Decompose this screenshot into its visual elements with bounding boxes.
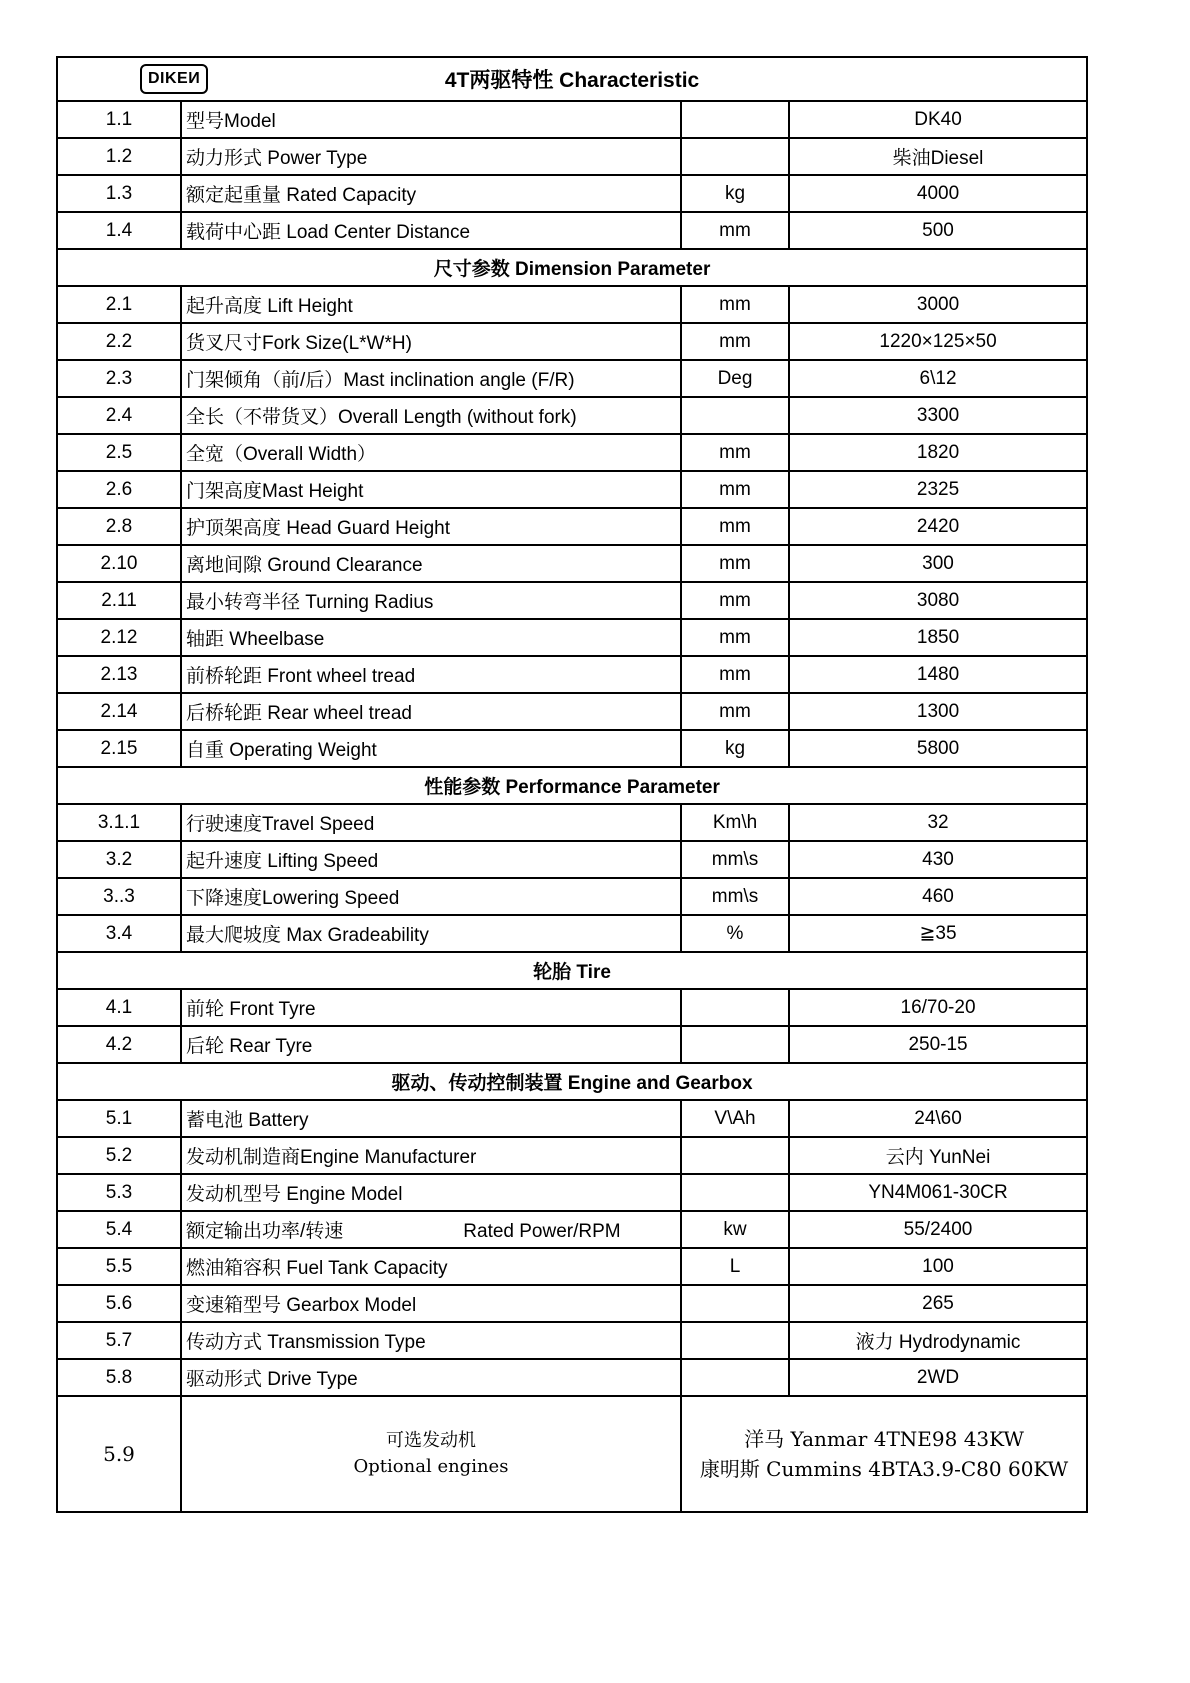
item-value: 1300	[789, 693, 1087, 730]
item-number: 4.1	[57, 989, 181, 1026]
item-number: 2.6	[57, 471, 181, 508]
item-description: 护顶架高度 Head Guard Height	[181, 508, 681, 545]
brand-logo: DIKEИ	[140, 64, 208, 94]
item-description-en: Rated Power/RPM	[463, 1221, 621, 1242]
item-number: 2.11	[57, 582, 181, 619]
spec-sheet	[56, 56, 1086, 1513]
spec-row	[57, 1174, 1087, 1211]
item-unit: mm	[681, 619, 789, 656]
spec-row	[57, 1322, 1087, 1359]
item-unit: mm	[681, 582, 789, 619]
spec-row	[57, 582, 1087, 619]
spec-row	[57, 656, 1087, 693]
item-number: 5.8	[57, 1359, 181, 1396]
section-header-row	[57, 1063, 1087, 1100]
item-value: 4000	[789, 175, 1087, 212]
item-value: YN4M061-30CR	[789, 1174, 1087, 1211]
item-number: 2.8	[57, 508, 181, 545]
sheet-title: 4T两驱特性 Characteristic	[444, 69, 700, 92]
item-unit: L	[681, 1248, 789, 1285]
item-description: 起升高度 Lift Height	[181, 286, 681, 323]
item-description: 燃油箱容积 Fuel Tank Capacity	[181, 1248, 681, 1285]
item-number: 1.2	[57, 138, 181, 175]
item-value: 55/2400	[789, 1211, 1087, 1248]
spec-row	[57, 619, 1087, 656]
item-value: 液力 Hydrodynamic	[789, 1322, 1087, 1359]
item-value: 430	[789, 841, 1087, 878]
item-unit	[681, 1137, 789, 1174]
spec-row	[57, 508, 1087, 545]
optional-label-cn: 可选发动机	[386, 1430, 476, 1451]
item-description: 载荷中心距 Load Center Distance	[181, 212, 681, 249]
optional-engine-1: 洋马 Yanmar 4TNE98 43KW	[744, 1427, 1024, 1451]
item-number: 4.2	[57, 1026, 181, 1063]
item-value: ≧35	[789, 915, 1087, 952]
item-value: 2420	[789, 508, 1087, 545]
item-value: 3000	[789, 286, 1087, 323]
item-unit: Deg	[681, 360, 789, 397]
item-unit: mm	[681, 434, 789, 471]
item-value: 100	[789, 1248, 1087, 1285]
item-unit: mm	[681, 212, 789, 249]
spec-row	[57, 878, 1087, 915]
item-unit: mm	[681, 286, 789, 323]
item-number: 2.10	[57, 545, 181, 582]
item-number: 2.14	[57, 693, 181, 730]
item-number: 3.2	[57, 841, 181, 878]
section-title: 性能参数 Performance Parameter	[57, 767, 1087, 804]
item-number: 1.4	[57, 212, 181, 249]
spec-row	[57, 1359, 1087, 1396]
item-value: 460	[789, 878, 1087, 915]
item-number: 5.1	[57, 1100, 181, 1137]
item-description: 前轮 Front Tyre	[181, 989, 681, 1026]
item-description: 驱动形式 Drive Type	[181, 1359, 681, 1396]
spec-row	[57, 545, 1087, 582]
spec-row	[57, 434, 1087, 471]
item-value: 云内 YunNei	[789, 1137, 1087, 1174]
item-unit: mm	[681, 545, 789, 582]
spec-table	[56, 56, 1088, 1513]
optional-engines-row	[57, 1396, 1087, 1512]
item-unit	[681, 1359, 789, 1396]
item-number: 1.1	[57, 101, 181, 138]
item-number: 3.4	[57, 915, 181, 952]
item-description: 门架倾角（前/后）Mast inclination angle (F/R)	[181, 360, 681, 397]
item-description: 起升速度 Lifting Speed	[181, 841, 681, 878]
item-description: 额定起重量 Rated Capacity	[181, 175, 681, 212]
item-description: 下降速度Lowering Speed	[181, 878, 681, 915]
item-value: 250-15	[789, 1026, 1087, 1063]
item-unit	[681, 989, 789, 1026]
item-unit	[681, 1026, 789, 1063]
spec-row	[57, 212, 1087, 249]
item-value: 3080	[789, 582, 1087, 619]
item-description: 发动机型号 Engine Model	[181, 1174, 681, 1211]
item-unit: mm	[681, 323, 789, 360]
item-description: 后桥轮距 Rear wheel tread	[181, 693, 681, 730]
item-number: 2.3	[57, 360, 181, 397]
spec-row	[57, 730, 1087, 767]
item-description: 传动方式 Transmission Type	[181, 1322, 681, 1359]
item-description: 全宽（Overall Width）	[181, 434, 681, 471]
spec-row	[57, 1285, 1087, 1322]
item-unit: mm\s	[681, 841, 789, 878]
item-description: 前桥轮距 Front wheel tread	[181, 656, 681, 693]
item-value: 1850	[789, 619, 1087, 656]
spec-row	[57, 397, 1087, 434]
item-description: 全长（不带货叉）Overall Length (without fork)	[181, 397, 681, 434]
optional-label-en: Optional engines	[353, 1456, 509, 1477]
title-cell	[57, 57, 1087, 101]
item-unit: Km\h	[681, 804, 789, 841]
item-number: 2.1	[57, 286, 181, 323]
item-value: 24\60	[789, 1100, 1087, 1137]
item-value: 265	[789, 1285, 1087, 1322]
item-description: 自重 Operating Weight	[181, 730, 681, 767]
section-title: 轮胎 Tire	[57, 952, 1087, 989]
item-value: 6\12	[789, 360, 1087, 397]
item-unit: V\Ah	[681, 1100, 789, 1137]
item-unit: kw	[681, 1211, 789, 1248]
item-number: 3.1.1	[57, 804, 181, 841]
spec-row	[57, 323, 1087, 360]
item-description	[181, 1211, 681, 1248]
spec-row	[57, 989, 1087, 1026]
item-number: 1.3	[57, 175, 181, 212]
item-description: 最大爬坡度 Max Gradeability	[181, 915, 681, 952]
item-number: 5.2	[57, 1137, 181, 1174]
section-header-row	[57, 767, 1087, 804]
item-value: 1480	[789, 656, 1087, 693]
item-value: 柴油Diesel	[789, 138, 1087, 175]
item-value: 1220×125×50	[789, 323, 1087, 360]
item-value: DK40	[789, 101, 1087, 138]
item-number: 3..3	[57, 878, 181, 915]
spec-row	[57, 693, 1087, 730]
item-value: 500	[789, 212, 1087, 249]
section-header-row	[57, 249, 1087, 286]
item-number: 5.9	[57, 1396, 181, 1512]
optional-engines-values	[681, 1396, 1087, 1512]
item-value: 32	[789, 804, 1087, 841]
item-number: 2.5	[57, 434, 181, 471]
item-number: 5.3	[57, 1174, 181, 1211]
spec-row	[57, 1100, 1087, 1137]
item-unit	[681, 101, 789, 138]
item-unit	[681, 138, 789, 175]
item-unit: mm	[681, 471, 789, 508]
item-number: 2.2	[57, 323, 181, 360]
item-unit	[681, 397, 789, 434]
item-value: 300	[789, 545, 1087, 582]
item-unit: mm	[681, 508, 789, 545]
item-description: 离地间隙 Ground Clearance	[181, 545, 681, 582]
item-description: 行驶速度Travel Speed	[181, 804, 681, 841]
item-unit: mm\s	[681, 878, 789, 915]
spec-row	[57, 1026, 1087, 1063]
item-number: 5.4	[57, 1211, 181, 1248]
spec-row	[57, 175, 1087, 212]
item-unit: mm	[681, 693, 789, 730]
item-description: 轴距 Wheelbase	[181, 619, 681, 656]
item-number: 2.15	[57, 730, 181, 767]
item-value: 1820	[789, 434, 1087, 471]
optional-engine-2: 康明斯 Cummins 4BTA3.9-C80 60KW	[699, 1457, 1069, 1481]
spec-row	[57, 471, 1087, 508]
spec-row	[57, 360, 1087, 397]
item-description: 最小转弯半径 Turning Radius	[181, 582, 681, 619]
spec-row	[57, 915, 1087, 952]
item-number: 5.6	[57, 1285, 181, 1322]
item-description: 发动机制造商Engine Manufacturer	[181, 1137, 681, 1174]
item-description-cn: 额定输出功率/转速	[186, 1221, 344, 1242]
spec-row	[57, 1137, 1087, 1174]
item-unit: kg	[681, 175, 789, 212]
title-row	[57, 57, 1087, 101]
optional-engines-label	[181, 1396, 681, 1512]
item-number: 2.13	[57, 656, 181, 693]
section-title: 驱动、传动控制装置 Engine and Gearbox	[57, 1063, 1087, 1100]
item-description: 蓄电池 Battery	[181, 1100, 681, 1137]
spec-row	[57, 101, 1087, 138]
section-header-row	[57, 952, 1087, 989]
item-value: 16/70-20	[789, 989, 1087, 1026]
item-unit	[681, 1285, 789, 1322]
item-unit: %	[681, 915, 789, 952]
spec-row	[57, 841, 1087, 878]
spec-row	[57, 1248, 1087, 1285]
spec-row	[57, 804, 1087, 841]
spec-row	[57, 286, 1087, 323]
item-description: 变速箱型号 Gearbox Model	[181, 1285, 681, 1322]
spec-row	[57, 1211, 1087, 1248]
item-description: 货叉尺寸Fork Size(L*W*H)	[181, 323, 681, 360]
item-number: 5.7	[57, 1322, 181, 1359]
item-unit: mm	[681, 656, 789, 693]
item-description: 门架高度Mast Height	[181, 471, 681, 508]
section-title: 尺寸参数 Dimension Parameter	[57, 249, 1087, 286]
item-description: 型号Model	[181, 101, 681, 138]
item-unit: kg	[681, 730, 789, 767]
item-description: 后轮 Rear Tyre	[181, 1026, 681, 1063]
item-unit	[681, 1322, 789, 1359]
spec-row	[57, 138, 1087, 175]
item-value: 3300	[789, 397, 1087, 434]
item-unit	[681, 1174, 789, 1211]
item-value: 2325	[789, 471, 1087, 508]
item-value: 2WD	[789, 1359, 1087, 1396]
item-description: 动力形式 Power Type	[181, 138, 681, 175]
item-number: 2.4	[57, 397, 181, 434]
item-value: 5800	[789, 730, 1087, 767]
item-number: 5.5	[57, 1248, 181, 1285]
item-number: 2.12	[57, 619, 181, 656]
